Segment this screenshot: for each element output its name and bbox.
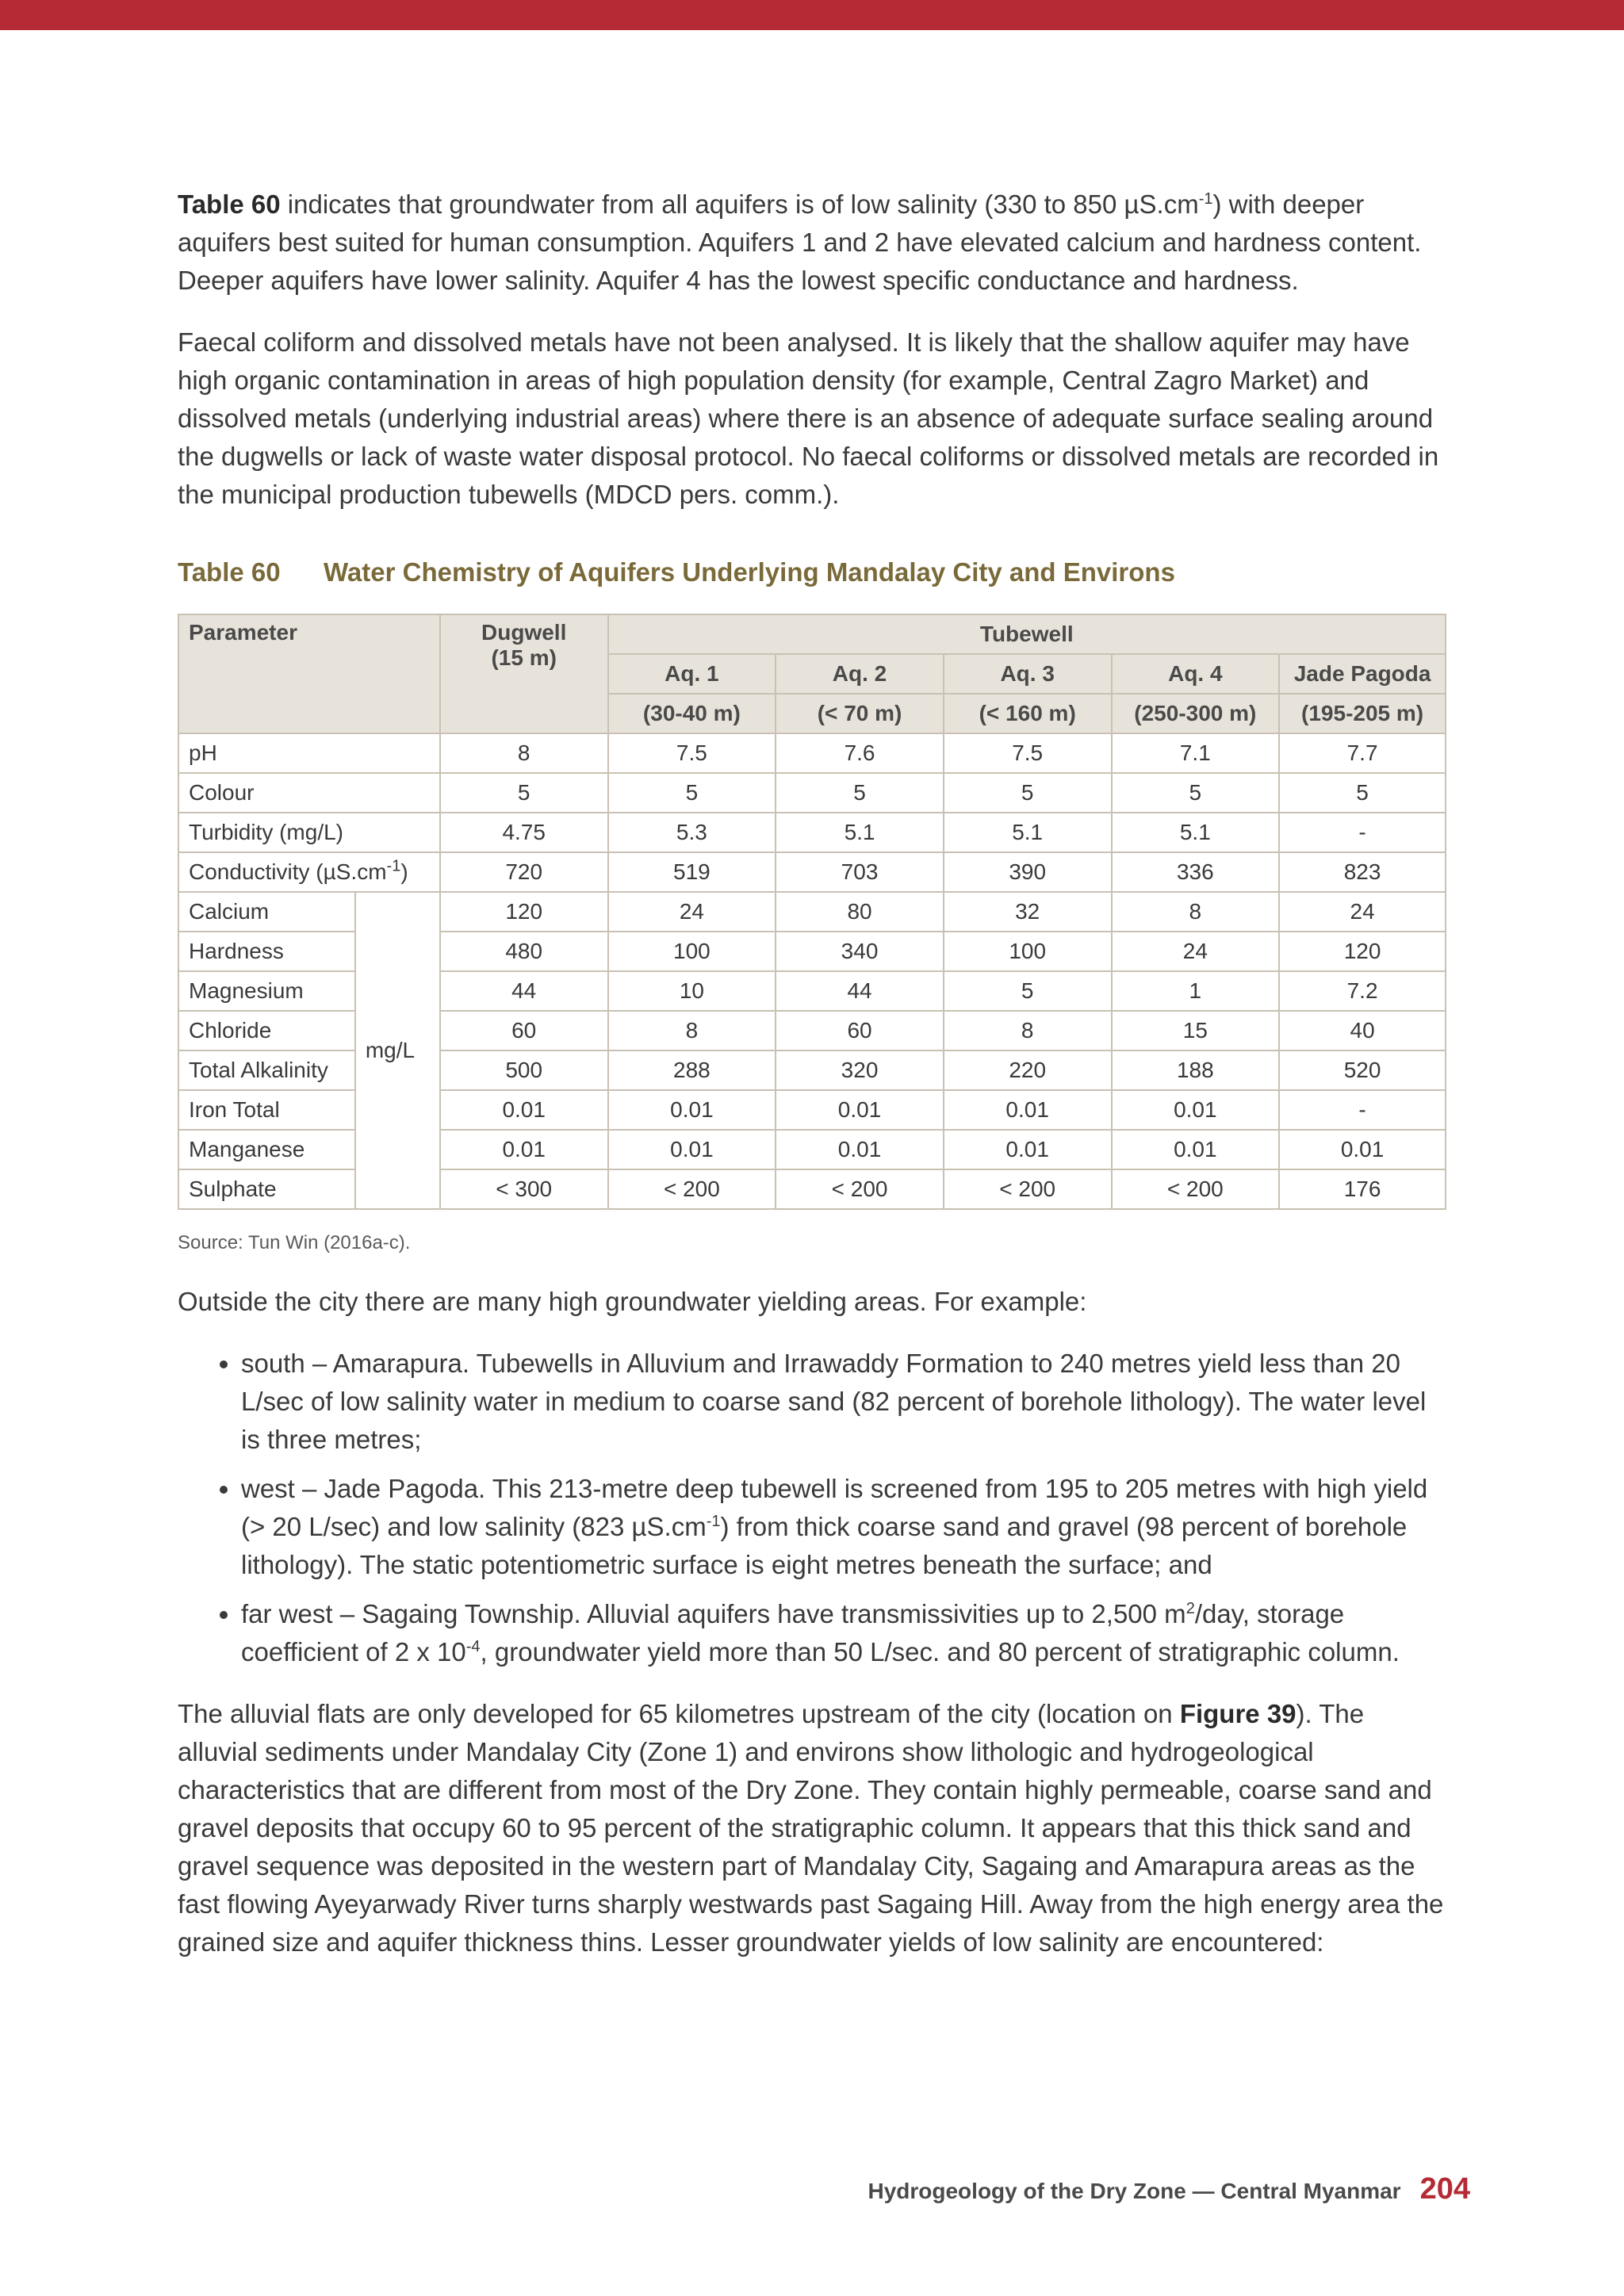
- header-parameter: Parameter: [178, 614, 440, 733]
- row-param: Colour: [178, 773, 440, 813]
- cell: < 200: [608, 1169, 776, 1209]
- header-jade-pagoda-depth: (195-205 m): [1279, 694, 1446, 733]
- cell: 5: [1112, 773, 1280, 813]
- cell: 0.01: [440, 1090, 608, 1130]
- table-row: [178, 733, 1446, 773]
- row-param: Magnesium: [178, 971, 355, 1011]
- cell: 0.01: [944, 1090, 1112, 1130]
- cell: 8: [1112, 892, 1280, 932]
- header-aq3-depth: (< 160 m): [944, 694, 1112, 733]
- row-param: pH: [178, 733, 440, 773]
- cell: 500: [440, 1050, 608, 1090]
- page-footer: [868, 2172, 1470, 2206]
- paragraph-4-text-a: The alluvial flats are only developed for 65 kilometres upstream of the city (location on: [178, 1699, 1180, 1728]
- row-param: Turbidity (mg/L): [178, 813, 440, 852]
- bullet-2-text-b: ) from thick coarse sand and gravel (98 percent of borehole lithology). The static potentiometric surface is eight metres beneath the surface; and: [241, 1512, 1408, 1579]
- cell: < 300: [440, 1169, 608, 1209]
- cell: < 200: [776, 1169, 944, 1209]
- cell: 720: [440, 852, 608, 892]
- cell: 519: [608, 852, 776, 892]
- cell: 5: [440, 773, 608, 813]
- cell: 7.6: [776, 733, 944, 773]
- bullet-3-text-b: /day, storage coefficient of 2 x 10: [241, 1599, 1345, 1667]
- cell: 8: [608, 1011, 776, 1050]
- header-jade-pagoda: Jade Pagoda: [1279, 654, 1446, 694]
- cell: 24: [608, 892, 776, 932]
- cell: 340: [776, 932, 944, 971]
- cell: 0.01: [1279, 1130, 1446, 1169]
- cell: 188: [1112, 1050, 1280, 1090]
- row-param: Manganese: [178, 1130, 355, 1169]
- page-content: [178, 186, 1446, 1985]
- row-param: Sulphate: [178, 1169, 355, 1209]
- cell: 8: [944, 1011, 1112, 1050]
- cell: 390: [944, 852, 1112, 892]
- table-row: [178, 813, 1446, 852]
- cell: 0.01: [1112, 1130, 1280, 1169]
- bullet-3-sup-2: -4: [465, 1638, 481, 1655]
- header-aq1-depth: (30-40 m): [608, 694, 776, 733]
- cell: 120: [1279, 932, 1446, 971]
- cell: 5: [776, 773, 944, 813]
- cell: 0.01: [440, 1130, 608, 1169]
- row-param-conductivity: [178, 852, 440, 892]
- cell: -: [1279, 813, 1446, 852]
- table-source: Source: Tun Win (2016a-c).: [178, 1232, 411, 1253]
- cell: 5: [944, 773, 1112, 813]
- cell: 5: [608, 773, 776, 813]
- row-param: Hardness: [178, 932, 355, 971]
- list-item: [241, 1595, 1446, 1671]
- paragraph-3: Outside the city there are many high groundwater yielding areas. For example:: [178, 1287, 1087, 1316]
- paragraph-2: Faecal coliform and dissolved metals have not been analysed. It is likely that the shallow aquifer may have high organic contamination in areas of high population density (for example, Central Zagro Market) and dissolved metals (underlying industrial areas) where there is an absence of adequate surface sealing around the dugwells or lack of waste water disposal protocol. No faecal coliforms or dissolved metals are recorded in the municipal production tubewells (MDCD pers. comm.).: [178, 327, 1439, 509]
- cell: 520: [1279, 1050, 1446, 1090]
- paragraph-1: [178, 186, 1446, 300]
- cell: 44: [440, 971, 608, 1011]
- row-param: Calcium: [178, 892, 355, 932]
- cell: 100: [944, 932, 1112, 971]
- cell: 120: [440, 892, 608, 932]
- cell: 0.01: [608, 1090, 776, 1130]
- row-param: Chloride: [178, 1011, 355, 1050]
- cell: 15: [1112, 1011, 1280, 1050]
- paragraph-1-sup: -1: [1198, 190, 1213, 208]
- cell: 5.1: [776, 813, 944, 852]
- paragraph-4: [178, 1695, 1446, 1961]
- cell: < 200: [944, 1169, 1112, 1209]
- figure-reference: Figure 39: [1179, 1699, 1297, 1728]
- cell: 24: [1279, 892, 1446, 932]
- cell: 7.7: [1279, 733, 1446, 773]
- conductivity-label-end: ): [400, 859, 408, 884]
- cell: 288: [608, 1050, 776, 1090]
- cell: 40: [1279, 1011, 1446, 1050]
- cell: 7.1: [1112, 733, 1280, 773]
- paragraph-4-text-b: ). The alluvial sediments under Mandalay City (Zone 1) and environs show lithologic and hydrogeological characteristics that are different from most of the Dry Zone. They contain highly permeable, coarse sand and gravel deposits that occupy 60 to 95 percent of the stratigraphic column. It appears that this thick sand and gravel sequence was deposited in the western part of Mandalay City, Sagaing and Amarapura areas as the fast flowing Ayeyarwady River turns sharply westwards past Sagaing Hill. Away from the high energy area the grained size and aquifer thickness thins. Lesser groundwater yields of low salinity are encountered:: [178, 1699, 1444, 1957]
- cell: 5.1: [944, 813, 1112, 852]
- footer-title: Hydrogeology of the Dry Zone — Central Myanmar: [868, 2179, 1401, 2203]
- cell: 44: [776, 971, 944, 1011]
- table-row: [178, 892, 1446, 932]
- header-dugwell-depth: (15 m): [491, 645, 557, 670]
- page-number: 204: [1419, 2172, 1470, 2206]
- cell: 5: [1279, 773, 1446, 813]
- cell: 480: [440, 932, 608, 971]
- list-item: [241, 1470, 1446, 1584]
- bullet-2-text-a: west – Jade Pagoda. This 213-metre deep tubewell is screened from 195 to 205 metres with high yield (> 20 L/sec) and low salinity (823 µS.cm: [241, 1474, 1428, 1541]
- water-chemistry-table: [178, 614, 1446, 1210]
- header-dugwell: [440, 614, 608, 733]
- cell: 220: [944, 1050, 1112, 1090]
- cell: 0.01: [776, 1090, 944, 1130]
- cell: 176: [1279, 1169, 1446, 1209]
- header-aq2: Aq. 2: [776, 654, 944, 694]
- table-row: [178, 852, 1446, 892]
- header-aq4: Aq. 4: [1112, 654, 1280, 694]
- cell: 8: [440, 733, 608, 773]
- bullet-3-sup: 2: [1185, 1600, 1195, 1617]
- top-accent-bar: [0, 0, 1624, 30]
- table-caption-title: Water Chemistry of Aquifers Underlying Mandalay City and Environs: [324, 557, 1175, 587]
- header-dugwell-label: Dugwell: [481, 620, 567, 645]
- paragraph-1-text-b: ) with deeper aquifers best suited for human consumption. Aquifers 1 and 2 have elevated calcium and hardness content. Deeper aquifers have lower salinity. Aquifer 4 has the lowest specific conductance and hardness.: [178, 189, 1422, 295]
- cell: 60: [776, 1011, 944, 1050]
- cell: 823: [1279, 852, 1446, 892]
- cell: 7.5: [944, 733, 1112, 773]
- cell: 7.5: [608, 733, 776, 773]
- cell: 703: [776, 852, 944, 892]
- cell: 24: [1112, 932, 1280, 971]
- table-caption-number: Table 60: [178, 557, 281, 587]
- bullet-2-sup: -1: [706, 1513, 721, 1530]
- paragraph-1-text-a: indicates that groundwater from all aquifers is of low salinity (330 to 850 µS.cm: [280, 189, 1199, 219]
- cell: 32: [944, 892, 1112, 932]
- cell: 5.1: [1112, 813, 1280, 852]
- cell: 80: [776, 892, 944, 932]
- cell: < 200: [1112, 1169, 1280, 1209]
- cell: 10: [608, 971, 776, 1011]
- table-reference: Table 60: [178, 189, 281, 219]
- table-row: [178, 773, 1446, 813]
- cell: 60: [440, 1011, 608, 1050]
- unit-cell: mg/L: [355, 892, 440, 1209]
- cell: 7.2: [1279, 971, 1446, 1011]
- cell: 0.01: [776, 1130, 944, 1169]
- table-caption: [178, 553, 1446, 591]
- cell: 1: [1112, 971, 1280, 1011]
- cell: 5: [944, 971, 1112, 1011]
- cell: 0.01: [944, 1130, 1112, 1169]
- header-aq4-depth: (250-300 m): [1112, 694, 1280, 733]
- conductivity-label: Conductivity (µS.cm: [189, 859, 387, 884]
- header-aq3: Aq. 3: [944, 654, 1112, 694]
- cell: 5.3: [608, 813, 776, 852]
- cell: 4.75: [440, 813, 608, 852]
- conductivity-sup: -1: [386, 857, 401, 875]
- cell: 336: [1112, 852, 1280, 892]
- header-tubewell: Tubewell: [608, 614, 1446, 654]
- bullet-3-text-a: far west – Sagaing Township. Alluvial aquifers have transmissivities up to 2,500 m: [241, 1599, 1186, 1628]
- cell: 0.01: [1112, 1090, 1280, 1130]
- cell: 320: [776, 1050, 944, 1090]
- cell: -: [1279, 1090, 1446, 1130]
- cell: 0.01: [608, 1130, 776, 1169]
- cell: 100: [608, 932, 776, 971]
- row-param: Total Alkalinity: [178, 1050, 355, 1090]
- header-aq2-depth: (< 70 m): [776, 694, 944, 733]
- bullet-list: [178, 1345, 1446, 1671]
- header-aq1: Aq. 1: [608, 654, 776, 694]
- row-param: Iron Total: [178, 1090, 355, 1130]
- list-item: • south – Amarapura. Tubewells in Alluvium and Irrawaddy Formation to 240 metres yield less than 20 L/sec of low salinity water in medium to coarse sand (82 percent of borehole lithology). The water level is three metres;: [241, 1345, 1446, 1459]
- bullet-3-text-c: , groundwater yield more than 50 L/sec. and 80 percent of stratigraphic column.: [480, 1637, 1400, 1667]
